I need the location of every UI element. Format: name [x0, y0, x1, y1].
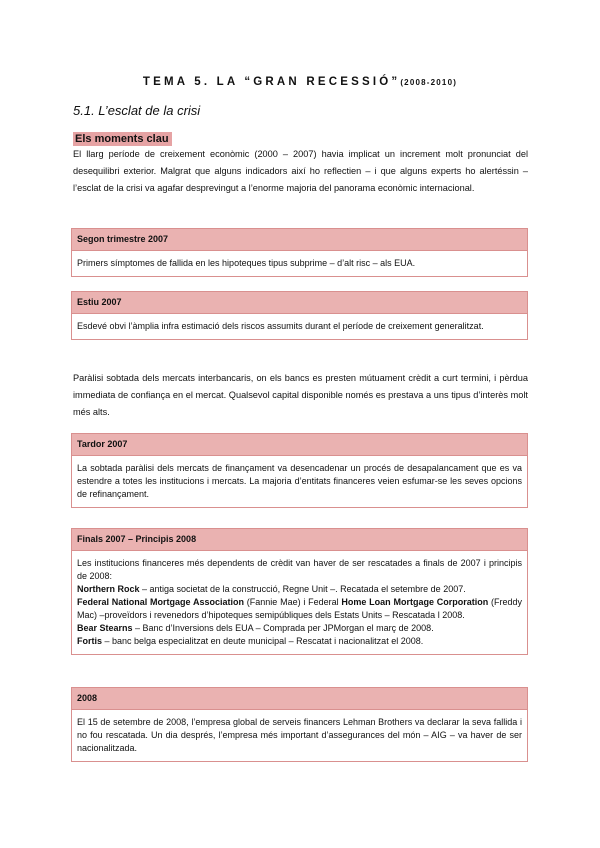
section-title: 5.1. L’esclat de la crisi [73, 103, 201, 118]
box-text: Primers símptomes de fallida en les hipoteques tipus subprime – d’alt risc – als EUA. [77, 258, 416, 268]
institution-name: Northern Rock [77, 584, 140, 594]
box-title: 2008 [72, 688, 527, 710]
box-text: La sobtada paràlisi dels mercats de finançament va desencadenar un procés de desapalancament que es va estendre a totes les institucions i mercats. La majoria d’entitats financeres veien esfumar-se les seves opcions de refinançament. [77, 463, 522, 499]
box-title: Tardor 2007 [72, 434, 527, 456]
institution-name: Federal National Mortgage Association [77, 597, 245, 607]
timeline-box-summer-2007 [71, 291, 528, 340]
timeline-box-late-2007-early-2008 [71, 528, 528, 655]
timeline-box-q2-2007 [71, 228, 528, 277]
list-item: Federal National Mortgage Association (Fannie Mae) i Federal Home Loan Mortgage Corporation (Freddy Mac) –proveïdors i revenedors d’hipoteques semipúbliques dels Estats Units – Rescatada l 2008. [77, 597, 522, 620]
highlight-heading: Els moments clau [73, 132, 172, 146]
box-text: El 15 de setembre de 2008, l’empresa global de serveis financers Lehman Brothers va declarar la seva fallida i no fou rescatada. Un dia després, l’empresa més important d’assegurances del món – AIG – va haver de ser nacionalitzada. [77, 717, 522, 753]
box-title: Segon trimestre 2007 [72, 229, 527, 251]
institution-name: Home Loan Mortgage Corporation [341, 597, 489, 607]
list-item: Northern Rock – antiga societat de la construcció, Regne Unit –. Recatada el setembre de 2007. [77, 584, 466, 594]
institution-name: Bear Stearns [77, 623, 133, 633]
box-body [72, 551, 527, 654]
middle-paragraph: Paràlisi sobtada dels mercats interbancaris, on els bancs es presten mútuament crèdit a curt termini, i pèrdua immediata de confiança en el mercat. Qualsevol capital disponible només es prestava a uns tipus d’interès molt més alts. [73, 373, 528, 417]
box-intro: Les institucions financeres més dependents de crèdit van haver de ser rescatades a finals de 2007 i principis de 2008: [77, 558, 522, 581]
box-text: Esdevé obvi l’àmplia infra estimació dels riscos assumits durant el període de creixement generalitzat. [77, 321, 484, 331]
timeline-box-autumn-2007 [71, 433, 528, 508]
timeline-box-2008 [71, 687, 528, 762]
box-title: Estiu 2007 [72, 292, 527, 314]
title-main: TEMA 5. LA “GRAN RECESSIÓ” [142, 76, 401, 88]
intro-paragraph: El llarg període de creixement econòmic (2000 – 2007) havia implicat un increment molt pronunciat del desequilibri exterior. Malgrat que alguns indicadors així ho reflectien – i que alguns experts ho alertéssin – l’esclat de la crisi va agafar desprevingut a l’enorme majoria del panorama econòmic internacional. [73, 149, 528, 193]
box-title: Finals 2007 – Principis 2008 [72, 529, 527, 551]
institution-name: Fortis [77, 636, 103, 646]
title-years: (2008-2010) [400, 78, 458, 87]
list-item: Fortis – banc belga especialitzat en deute municipal – Rescatat i nacionalitzat el 2008. [77, 636, 424, 646]
list-item: Bear Stearns – Banc d’Inversions dels EUA – Comprada per JPMorgan el març de 2008. [77, 623, 434, 633]
document-title [0, 76, 600, 88]
